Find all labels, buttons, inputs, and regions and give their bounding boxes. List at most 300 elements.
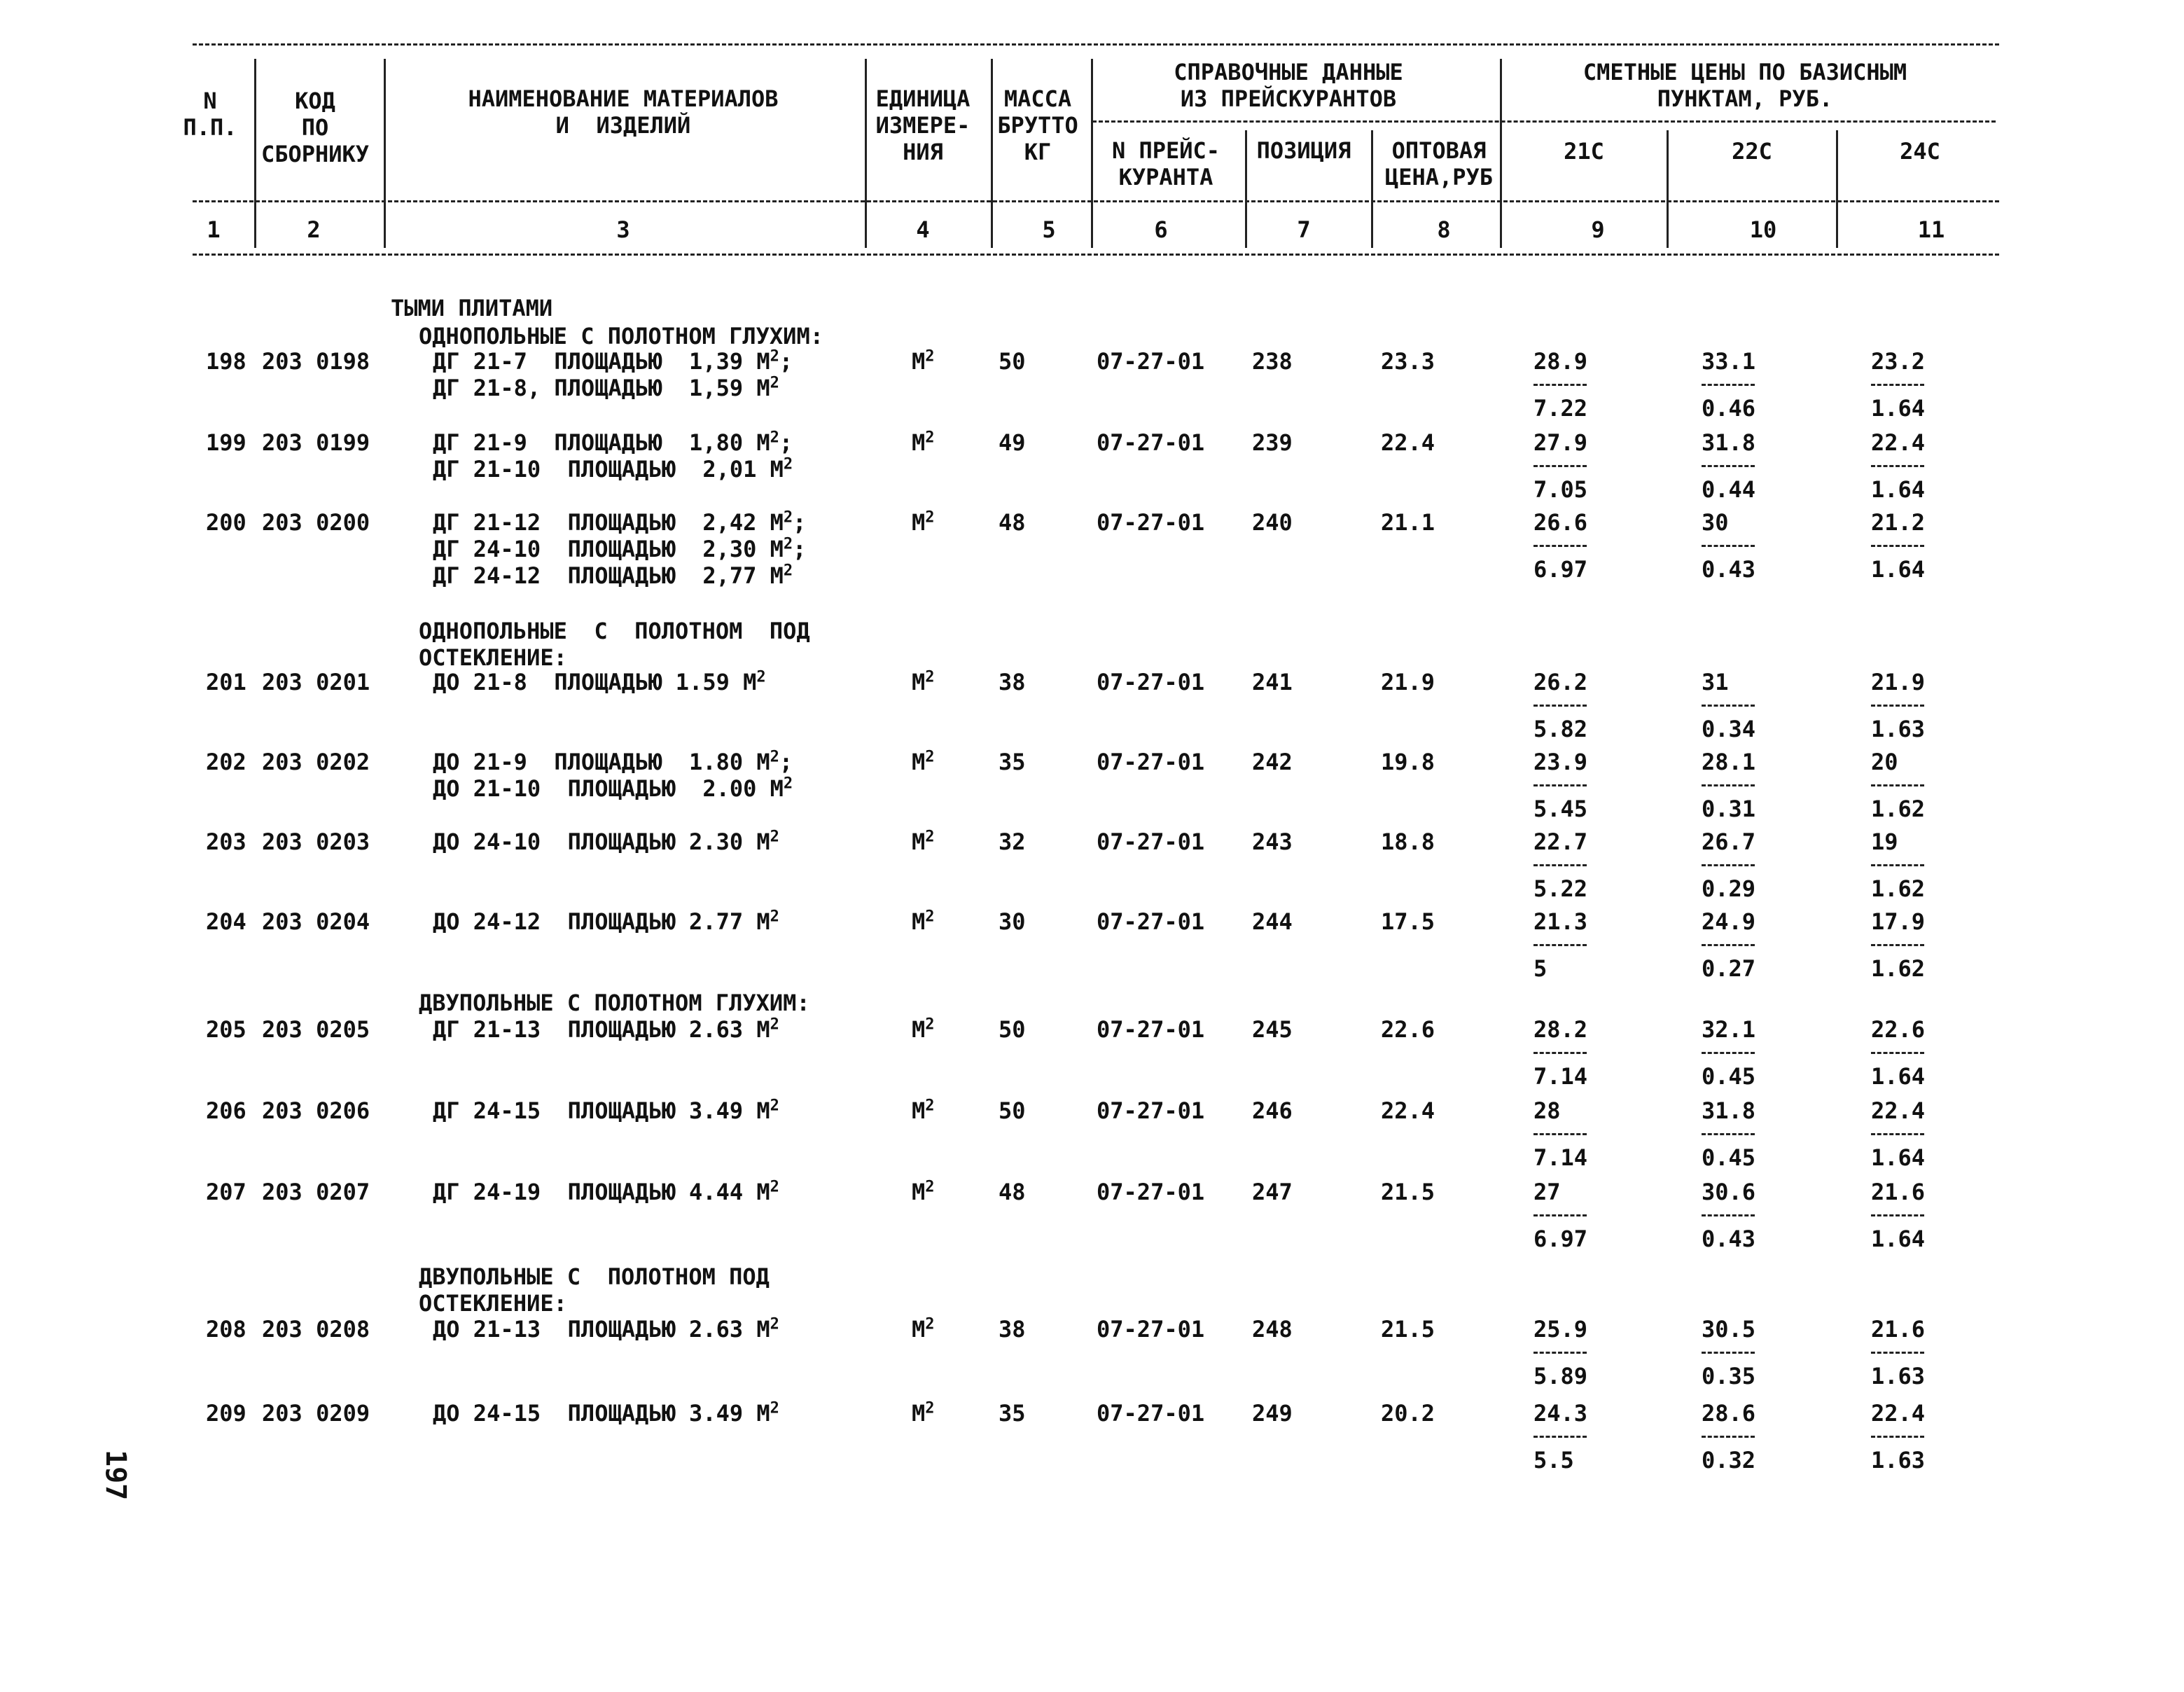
transport-value: 0.45 [1702,1063,1756,1090]
transport-value: 1.62 [1871,796,1926,822]
unit-exponent: 2 [925,828,935,846]
unit-text: М [912,828,926,855]
row-position: 240 [1252,509,1293,536]
description-text: ДГ 21-8, ПЛОЩАДЬЮ 1,59 М [433,375,770,401]
col-number: 10 [1749,216,1777,243]
transport-value: 1.64 [1871,395,1926,422]
description-text: ДГ 24-10 ПЛОЩАДЬЮ 2,30 М [433,536,784,562]
unit-exponent: 2 [925,1178,935,1196]
unit-exponent: 2 [770,1399,779,1417]
price-value: 28.2 [1533,1016,1588,1043]
row-description-line [433,1015,779,1043]
header-col9: 21С [1564,138,1604,165]
row-estimate-price [1533,1402,1604,1471]
row-description-line [433,1315,779,1343]
header-group-rule [1092,120,1996,123]
price-value: 25.9 [1533,1316,1588,1343]
header-group-prices: СМЕТНЫЕ ЦЕНЫ ПО БАЗИСНЫМ ПУНКТАМ, РУБ. [1583,59,1907,112]
row-description-line [433,374,779,401]
row-unit [912,508,935,536]
row-estimate-price [1533,910,1604,980]
row-mass: 30 [999,908,1026,935]
fraction-bar [1533,864,1587,866]
transport-value: 1.64 [1871,1226,1926,1252]
row-estimate-price [1871,431,1941,501]
transport-value: 7.22 [1533,395,1588,422]
row-pricelist: 07-27-01 [1097,1316,1205,1343]
transport-value: 5.89 [1533,1363,1588,1389]
col-sep [1371,130,1373,248]
transport-value: 1.63 [1871,1363,1926,1389]
row-position: 241 [1252,669,1293,695]
header-col5: МАССА БРУТТО КГ [997,85,1078,165]
col-sep [1091,59,1093,248]
row-unit [912,910,935,933]
row-position: 238 [1252,348,1293,375]
row-code: 203 0200 [262,509,370,536]
row-pricelist: 07-27-01 [1097,429,1205,456]
row-estimate-price [1871,1402,1941,1471]
col-sep [991,59,993,248]
unit-text: М [912,1179,926,1205]
description-text: ДГ 21-12 ПЛОЩАДЬЮ 2,42 М [433,509,784,536]
row-code: 203 0206 [262,1097,370,1124]
row-code: 203 0199 [262,429,370,456]
unit-exponent: 2 [770,828,779,846]
row-code: 203 0205 [262,1016,370,1043]
col-sep [1836,130,1838,248]
price-value: 22.4 [1871,1097,1926,1124]
row-wholesale-price: 21.5 [1381,1316,1435,1343]
fraction-bar [1871,1436,1924,1438]
fraction-bar [1533,545,1587,547]
unit-text: М [912,509,926,536]
row-position: 239 [1252,429,1293,456]
unit-exponent: 2 [770,748,779,766]
col-number: 7 [1297,216,1311,243]
transport-value: 0.32 [1702,1447,1756,1473]
row-wholesale-price: 22.4 [1381,429,1435,456]
row-unit [912,431,935,454]
description-text: ДГ 21-13 ПЛОЩАДЬЮ 2.63 М [433,1016,770,1043]
section-heading: ДВУПОЛЬНЫЕ С ПОЛОТНОМ ПОД ОСТЕКЛЕНИЕ: [419,1263,770,1317]
unit-exponent: 2 [783,775,793,793]
row-description-line [433,508,807,536]
transport-value: 1.63 [1871,716,1926,742]
price-value: 28.6 [1702,1400,1756,1427]
col-sep [1245,130,1247,248]
row-number: 208 [206,1316,246,1343]
section-heading: ДВУПОЛЬНЫЕ С ПОЛОТНОМ ГЛУХИМ: [419,990,810,1016]
row-estimate-price [1871,828,1941,902]
row-pricelist: 07-27-01 [1097,1400,1205,1427]
price-value: 23.2 [1871,348,1926,375]
price-value: 26.2 [1533,669,1588,695]
row-pricelist: 07-27-01 [1097,509,1205,536]
row-estimate-price [1702,1097,1772,1171]
fraction-bar [1702,384,1755,386]
row-mass: 50 [999,1097,1026,1124]
row-estimate-price [1702,1018,1772,1088]
row-mass: 49 [999,429,1026,456]
row-unit [912,1015,935,1043]
row-pricelist: 07-27-01 [1097,669,1205,695]
fraction-bar [1702,1052,1755,1054]
transport-value: 1.64 [1871,556,1926,583]
header-group-ref: СПРАВОЧНЫЕ ДАННЫЕ ИЗ ПРЕЙСКУРАНТОВ [1174,59,1403,112]
transport-value: 1.62 [1871,875,1926,902]
unit-exponent: 2 [770,908,779,926]
fraction-bar [1871,705,1924,707]
row-position: 242 [1252,749,1293,775]
price-value: 24.3 [1533,1400,1588,1427]
price-value: 22.4 [1871,429,1926,456]
row-estimate-price [1871,1318,1941,1387]
unit-exponent: 2 [925,1097,935,1115]
header-bottom-rule [193,254,1999,256]
col-number: 5 [1042,216,1056,243]
unit-exponent: 2 [770,1315,779,1333]
description-text: ДГ 24-19 ПЛОЩАДЬЮ 4.44 М [433,1179,770,1205]
row-estimate-price [1871,910,1941,980]
row-position: 247 [1252,1179,1293,1205]
row-pricelist: 07-27-01 [1097,1179,1205,1205]
price-value: 31.8 [1702,429,1756,456]
col-number: 9 [1591,216,1605,243]
fraction-bar [1871,1133,1924,1135]
fraction-bar [1702,864,1755,866]
page-number: 197 [99,1450,132,1501]
col-sep [1667,130,1669,248]
fraction-bar [1871,944,1924,946]
row-estimate-price [1871,751,1941,820]
description-text: ДО 21-13 ПЛОЩАДЬЮ 2.63 М [433,1316,770,1343]
unit-exponent: 2 [783,508,793,527]
row-estimate-price [1702,671,1772,740]
fraction-bar [1871,1214,1924,1216]
unit-exponent: 2 [783,535,793,553]
unit-text: М [912,1016,926,1043]
unit-exponent: 2 [770,1178,779,1196]
row-estimate-price [1533,1181,1604,1250]
row-unit [912,668,935,695]
row-pricelist: 07-27-01 [1097,348,1205,375]
price-value: 20 [1871,749,1898,775]
col-number: 8 [1437,216,1451,243]
row-number: 200 [206,509,246,536]
unit-text: М [912,669,926,695]
row-position: 243 [1252,828,1293,855]
description-suffix: ; [793,509,807,536]
price-value: 21.2 [1871,509,1926,536]
row-unit [912,1399,935,1427]
fraction-bar [1533,944,1587,946]
row-estimate-price [1702,1181,1772,1250]
description-text: ДГ 21-7 ПЛОЩАДЬЮ 1,39 М [433,348,770,375]
row-code: 203 0209 [262,1400,370,1427]
fraction-bar [1702,465,1755,467]
transport-value: 5.5 [1533,1447,1574,1473]
row-pricelist: 07-27-01 [1097,908,1205,935]
row-number: 203 [206,828,246,855]
unit-exponent: 2 [925,1015,935,1034]
price-value: 22.4 [1871,1400,1926,1427]
row-description-line [433,455,793,483]
fraction-bar [1533,1436,1587,1438]
description-text: ДГ 24-15 ПЛОЩАДЬЮ 3.49 М [433,1097,770,1124]
fraction-bar [1533,784,1587,786]
fraction-bar [1871,784,1924,786]
row-unit [912,1178,935,1205]
row-number: 207 [206,1179,246,1205]
fraction-bar [1533,1052,1587,1054]
transport-value: 5.22 [1533,875,1588,902]
row-estimate-price [1533,511,1604,581]
transport-value: 0.43 [1702,1226,1756,1252]
transport-value: 7.14 [1533,1063,1588,1090]
col-sep [254,59,256,248]
row-code: 203 0207 [262,1179,370,1205]
price-value: 26.7 [1702,828,1756,855]
price-value: 26.6 [1533,509,1588,536]
row-estimate-price [1871,1018,1941,1088]
transport-value: 0.35 [1702,1363,1756,1389]
description-suffix: ; [793,536,807,562]
row-number: 201 [206,669,246,695]
fraction-bar [1702,1352,1755,1354]
row-description-line [433,347,793,375]
col-number: 1 [207,216,221,243]
col-number: 4 [916,216,930,243]
fraction-bar [1871,1052,1924,1054]
row-position: 246 [1252,1097,1293,1124]
fraction-bar [1533,465,1587,467]
transport-value: 5 [1533,955,1547,982]
fraction-bar [1533,384,1587,386]
unit-exponent: 2 [783,562,793,580]
row-unit [912,748,935,775]
unit-text: М [912,1400,926,1427]
header-col4: ЕДИНИЦА ИЗМЕРЕ- НИЯ [875,85,971,165]
row-position: 244 [1252,908,1293,935]
row-wholesale-price: 21.5 [1381,1179,1435,1205]
col-sep [384,59,386,248]
header-col2: КОД ПО СБОРНИКУ [260,88,370,167]
transport-value: 0.46 [1702,395,1756,422]
row-estimate-price [1702,431,1772,501]
row-code: 203 0203 [262,828,370,855]
transport-value: 0.43 [1702,556,1756,583]
row-code: 203 0201 [262,669,370,695]
price-value: 27 [1533,1179,1561,1205]
row-wholesale-price: 20.2 [1381,1400,1435,1427]
price-value: 31.8 [1702,1097,1756,1124]
row-number: 198 [206,348,246,375]
row-mass: 32 [999,828,1026,855]
row-wholesale-price: 21.1 [1381,509,1435,536]
unit-text: М [912,348,926,375]
col-number: 11 [1917,216,1945,243]
price-value: 21.6 [1871,1179,1926,1205]
transport-value: 7.05 [1533,476,1588,503]
header-col6: N ПРЕЙС- КУРАНТА [1111,137,1220,190]
price-value: 28.1 [1702,749,1756,775]
row-description-line [433,1399,779,1427]
unit-text: М [912,749,926,775]
row-estimate-price [1871,511,1941,581]
fraction-bar [1702,1214,1755,1216]
row-pricelist: 07-27-01 [1097,1016,1205,1043]
row-description-line [433,1178,779,1205]
row-pricelist: 07-27-01 [1097,828,1205,855]
col-number: 6 [1154,216,1168,243]
description-text: ДГ 21-10 ПЛОЩАДЬЮ 2,01 М [433,456,784,483]
row-mass: 38 [999,669,1026,695]
fraction-bar [1871,1352,1924,1354]
price-value: 22.6 [1871,1016,1926,1043]
description-text: ДО 21-9 ПЛОЩАДЬЮ 1.80 М [433,749,770,775]
description-text: ДО 24-10 ПЛОЩАДЬЮ 2.30 М [433,828,770,855]
transport-value: 1.64 [1871,1063,1926,1090]
row-pricelist: 07-27-01 [1097,1097,1205,1124]
col-number: 3 [616,216,630,243]
row-mass: 48 [999,1179,1026,1205]
fraction-bar [1702,705,1755,707]
row-wholesale-price: 23.3 [1381,348,1435,375]
price-value: 30.6 [1702,1179,1756,1205]
row-code: 203 0202 [262,749,370,775]
col-sep [865,59,867,248]
row-code: 203 0208 [262,1316,370,1343]
unit-exponent: 2 [770,347,779,366]
price-value: 19 [1871,828,1898,855]
row-estimate-price [1533,751,1604,820]
fraction-bar [1702,944,1755,946]
row-number: 205 [206,1016,246,1043]
unit-exponent: 2 [756,668,766,686]
fraction-bar [1871,864,1924,866]
price-value: 28.9 [1533,348,1588,375]
description-suffix: ; [779,429,793,456]
price-value: 17.9 [1871,908,1926,935]
section-heading: ОДНОПОЛЬНЫЕ С ПОЛОТНОМ ГЛУХИМ: [419,323,823,349]
header-col1: N П.П. [183,88,237,141]
row-number: 209 [206,1400,246,1427]
row-description-line [433,564,793,587]
unit-exponent: 2 [925,429,935,447]
transport-value: 5.82 [1533,716,1588,742]
section-heading: ОДНОПОЛЬНЫЕ С ПОЛОТНОМ ПОД ОСТЕКЛЕНИЕ: [419,618,810,671]
price-value: 22.7 [1533,828,1588,855]
row-description-line [433,668,766,695]
row-number: 199 [206,429,246,456]
header-col3: НАИМЕНОВАНИЕ МАТЕРИАЛОВ И ИЗДЕЛИЙ [468,85,779,139]
price-value: 31 [1702,669,1729,695]
fraction-bar [1871,384,1924,386]
transport-value: 6.97 [1533,1226,1588,1252]
transport-value: 1.64 [1871,1144,1926,1171]
row-estimate-price [1702,828,1772,902]
unit-text: М [912,1097,926,1124]
description-suffix: ; [779,348,793,375]
unit-exponent: 2 [925,508,935,527]
row-description-line [433,828,779,855]
row-description-line [433,748,793,775]
description-text: ДО 24-15 ПЛОЩАДЬЮ 3.49 М [433,1400,770,1427]
price-value: 24.9 [1702,908,1756,935]
description-text: ДО 21-10 ПЛОЩАДЬЮ 2.00 М [433,775,784,802]
section-heading: ТЫМИ ПЛИТАМИ [391,295,553,321]
row-mass: 35 [999,1400,1026,1427]
row-estimate-price [1533,1318,1604,1387]
row-estimate-price [1702,910,1772,980]
row-estimate-price [1702,751,1772,820]
unit-exponent: 2 [925,668,935,686]
col-sep [1500,59,1502,248]
unit-exponent: 2 [925,1399,935,1417]
price-value: 30 [1702,509,1729,536]
row-pricelist: 07-27-01 [1097,749,1205,775]
price-value: 28 [1533,1097,1561,1124]
price-value: 32.1 [1702,1016,1756,1043]
row-unit [912,828,935,855]
fraction-bar [1533,1133,1587,1135]
transport-value: 1.62 [1871,955,1926,982]
row-position: 249 [1252,1400,1293,1427]
row-mass: 48 [999,509,1026,536]
fraction-bar [1533,705,1587,707]
description-suffix: ; [779,749,793,775]
transport-value: 5.45 [1533,796,1588,822]
unit-exponent: 2 [783,455,793,473]
row-number: 206 [206,1097,246,1124]
unit-exponent: 2 [770,429,779,447]
unit-text: М [912,908,926,935]
unit-exponent: 2 [925,748,935,766]
fraction-bar [1871,465,1924,467]
description-text: ДГ 21-9 ПЛОЩАДЬЮ 1,80 М [433,429,770,456]
row-estimate-price [1533,1097,1604,1171]
description-text: ДГ 24-12 ПЛОЩАДЬЮ 2,77 М [433,562,784,589]
fraction-bar [1533,1352,1587,1354]
row-unit [912,1097,935,1124]
unit-exponent: 2 [925,908,935,926]
row-number: 202 [206,749,246,775]
row-unit [912,347,935,375]
header-col8: ОПТОВАЯ ЦЕНА,РУБ [1384,137,1494,190]
price-value: 30.5 [1702,1316,1756,1343]
row-position: 245 [1252,1016,1293,1043]
row-estimate-price [1702,1318,1772,1387]
transport-value: 1.64 [1871,476,1926,503]
row-estimate-price [1871,348,1941,422]
row-estimate-price [1871,1097,1941,1171]
header-mid-rule [193,200,1999,202]
unit-exponent: 2 [770,1097,779,1115]
row-description-line [433,777,793,800]
header-col11: 24С [1900,138,1940,165]
transport-value: 0.31 [1702,796,1756,822]
unit-text: М [912,429,926,456]
price-value: 27.9 [1533,429,1588,456]
header-col10: 22С [1732,138,1772,165]
row-wholesale-price: 22.4 [1381,1097,1435,1124]
transport-value: 0.27 [1702,955,1756,982]
transport-value: 6.97 [1533,556,1588,583]
row-estimate-price [1871,671,1941,740]
row-wholesale-price: 19.8 [1381,749,1435,775]
unit-exponent: 2 [925,1315,935,1333]
